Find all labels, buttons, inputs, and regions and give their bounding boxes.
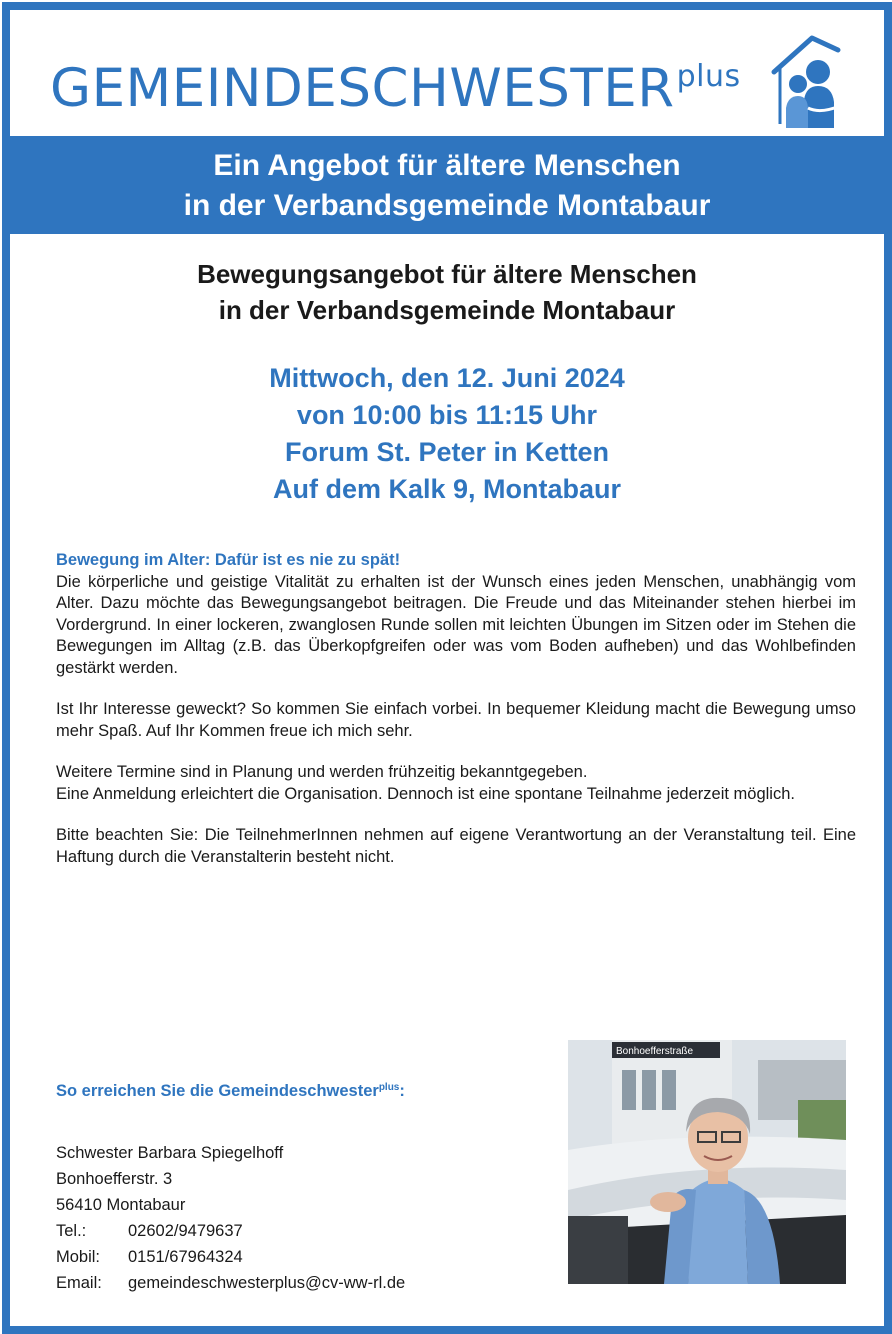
mobil-label: Mobil: bbox=[56, 1248, 101, 1266]
tel-number[interactable]: 02602/9479637 bbox=[128, 1222, 243, 1240]
street-sign: Bonhoefferstraße bbox=[616, 1046, 694, 1057]
offer-title-line-2: in der Verbandsgemeinde Montabaur bbox=[218, 295, 676, 325]
contact-heading: So erreichen Sie die Gemeindeschwester$^{plus}$: bbox=[56, 1082, 405, 1100]
flyer-frame bbox=[2, 2, 892, 1334]
email-label: Email: bbox=[56, 1274, 102, 1292]
event-address: Auf dem Kalk 9, Montabaur bbox=[272, 474, 622, 504]
offer-title-line-1: Bewegungsangebot für ältere Menschen bbox=[197, 259, 697, 289]
event-details bbox=[10, 360, 884, 508]
body-paragraph-4: Bitte beachten Sie: Die TeilnehmerInnen nehmen auf eigene Verantwortung an der Veranstaltung teil. Eine Haftung durch die Veranstalterin besteht nicht. bbox=[56, 826, 856, 866]
banner-line-1: Ein Angebot für ältere Menschen bbox=[213, 149, 681, 182]
body-paragraph-3 bbox=[56, 762, 856, 805]
body-paragraph-3a: Weitere Termine sind in Planung und werden frühzeitig bekanntgegeben. bbox=[56, 763, 588, 781]
family-house-logo-icon bbox=[768, 28, 848, 136]
body-paragraph-1: Die körperliche und geistige Vitalität zu erhalten ist der Wunsch eines jeden Menschen, unabhängig vom Alter. Dazu möchte das Bewegungsangebot beitragen. Die Freude und das Miteinander stehen hierbei im Vordergrund. In einer lockeren, zwanglosen Runde sollen mit leichten Übungen im Sitzen oder im Stehen die Bewegungen im Alltag (z.B. das Überkopfgreifen oder was vom Boden aufheben) und das Wohlbefinden gestärkt werden. bbox=[56, 572, 856, 677]
contact-email-row bbox=[56, 1270, 405, 1296]
body-text bbox=[56, 550, 856, 888]
banner-line-2: in der Verbandsgemeinde Montabaur bbox=[183, 189, 711, 222]
nurse-photo-illustration bbox=[568, 1040, 846, 1284]
nurse-photo bbox=[568, 1040, 846, 1284]
contact-tel-row bbox=[56, 1218, 405, 1244]
event-time: von 10:00 bis 11:15 Uhr bbox=[296, 400, 598, 430]
contact-city: 56410 Montabaur bbox=[56, 1196, 186, 1214]
mobil-number[interactable]: 0151/67964324 bbox=[128, 1248, 243, 1266]
offer-title bbox=[10, 256, 884, 328]
body-paragraph-2: Ist Ihr Interesse geweckt? So kommen Sie einfach vorbei. In bequemer Kleidung macht die Bewegung umso mehr Spaß. Auf Ihr Kommen freue ich mich sehr. bbox=[56, 700, 856, 740]
body-subheading: Bewegung im Alter: Dafür ist es nie zu spät! bbox=[56, 551, 401, 569]
contact-name: Schwester Barbara Spiegelhoff bbox=[56, 1144, 284, 1162]
contact-mobil-row bbox=[56, 1244, 405, 1270]
contact-block bbox=[56, 1140, 405, 1296]
brand-wordmark bbox=[50, 58, 741, 119]
header-banner bbox=[10, 136, 884, 234]
brand-name: GEMEINDESCHWESTER bbox=[50, 58, 675, 119]
body-paragraph-3b: Eine Anmeldung erleichtert die Organisation. Dennoch ist eine spontane Teilnahme jederzeit möglich. bbox=[56, 784, 795, 803]
email-address[interactable]: gemeindeschwesterplus@cv-ww-rl.de bbox=[128, 1274, 406, 1292]
brand-suffix: plus bbox=[676, 59, 741, 94]
contact-street: Bonhoefferstr. 3 bbox=[56, 1170, 173, 1188]
event-date: Mittwoch, den 12. Juni 2024 bbox=[269, 363, 625, 393]
tel-label: Tel.: bbox=[56, 1222, 87, 1240]
event-venue: Forum St. Peter in Ketten bbox=[284, 437, 610, 467]
